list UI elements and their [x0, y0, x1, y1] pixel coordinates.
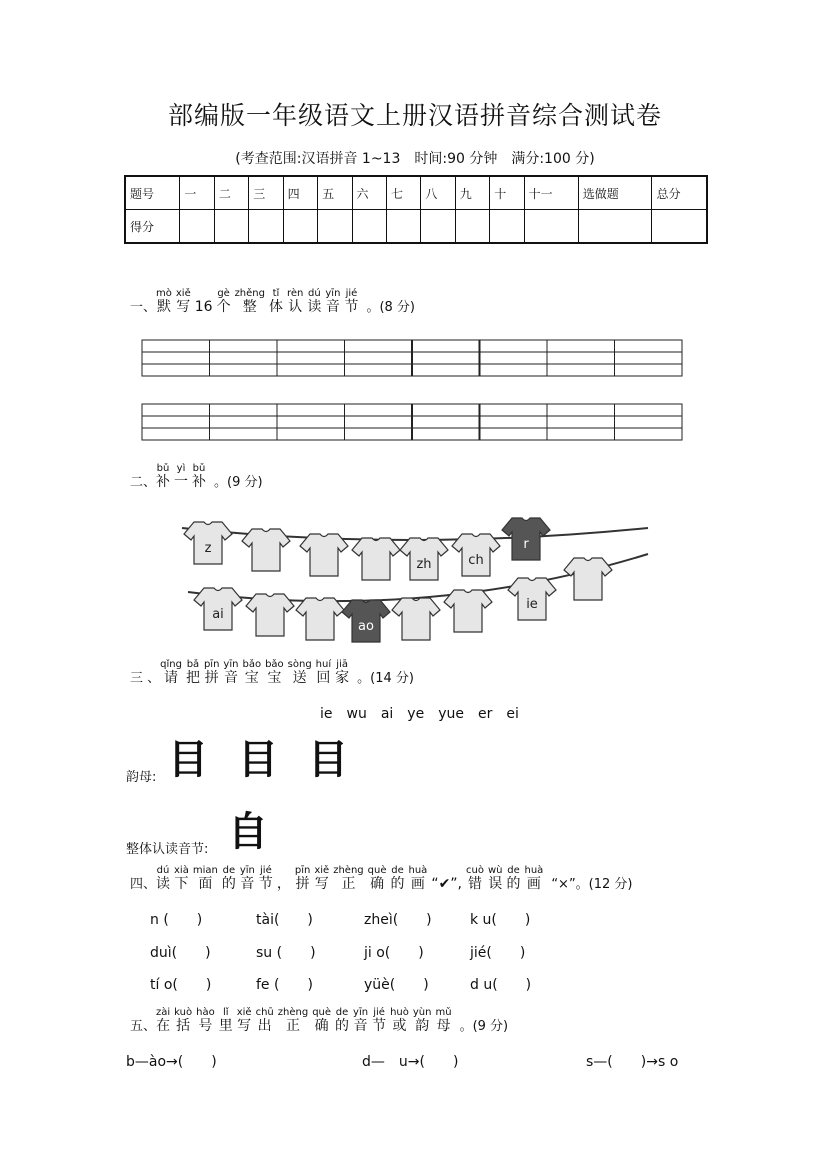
pinyin: huà [408, 865, 428, 876]
hanzi: 下 [174, 876, 189, 892]
q4-item: su ( ) [256, 945, 316, 961]
score-cell [318, 210, 352, 244]
pinyin-word [295, 865, 310, 893]
q4-points: “×”。(12 分) [551, 877, 633, 892]
pinyin-word [353, 1007, 368, 1035]
q5-item-3: s—( )→s o [586, 1054, 679, 1070]
q4-item: tài( ) [256, 912, 313, 928]
pinyin: xiě [175, 288, 191, 299]
score-cell [524, 210, 578, 244]
pinyin: de [222, 865, 236, 876]
pinyin-word [174, 463, 188, 491]
pinyin: kuò [174, 1007, 193, 1018]
q2-points: 。(9 分) [214, 475, 263, 490]
pinyin [195, 288, 213, 299]
score-header-cell: 选做题 [578, 176, 652, 210]
pinyin: tǐ [272, 288, 280, 299]
score-cell [455, 210, 489, 244]
pinyin: jié [373, 1007, 385, 1018]
pinyin-word [316, 659, 331, 687]
hanzi: 面 [198, 876, 213, 892]
pinyin-word [195, 288, 213, 316]
pinyin-word [160, 659, 182, 687]
shirt-label: ao [358, 619, 374, 634]
pinyin-word [259, 865, 273, 893]
hanzi: 错 [467, 876, 482, 892]
shirt-z [184, 522, 232, 564]
shirt-blank [242, 529, 290, 571]
writing-grid-1 [140, 338, 685, 444]
shirt-label: ai [212, 607, 224, 622]
score-cell [490, 210, 524, 244]
pinyin: mò [156, 288, 172, 299]
pinyin: yīn [239, 865, 255, 876]
score-cell [249, 210, 283, 244]
shirt-blank [246, 594, 294, 636]
pinyin-word [235, 288, 265, 316]
score-header-cell: 一 [180, 176, 214, 210]
shirt-blank [392, 598, 440, 640]
whole-syllable-label: 整体认读音节: [126, 842, 209, 857]
pinyin-word [312, 1007, 331, 1035]
q4-item: zheì( ) [364, 912, 432, 928]
pinyin-word [217, 288, 231, 316]
q3-points: 。(14 分) [357, 671, 414, 686]
pinyin-word [176, 288, 191, 316]
q4-item: k u( ) [470, 912, 531, 928]
pinyin: què [312, 1007, 332, 1018]
pinyin-word [307, 288, 321, 316]
question-4-heading [130, 865, 633, 893]
shirt-blank [352, 538, 400, 580]
hanzi: 的 [221, 876, 236, 892]
pinyin: hào [196, 1007, 215, 1018]
question-2-heading [130, 463, 263, 491]
hanzi: 读 [156, 876, 171, 892]
hanzi: 家 [335, 670, 350, 686]
page-title: 部编版一年级语文上册汉语拼音综合测试卷 [167, 101, 662, 130]
hanzi: 节 [258, 876, 273, 892]
score-header-cell: 三 [249, 176, 283, 210]
pinyin-word [335, 1007, 349, 1035]
shirt-blank [444, 590, 492, 632]
pinyin: jié [260, 865, 272, 876]
hanzi: 出 [257, 1018, 272, 1034]
pinyin: zhěng [234, 288, 265, 299]
pinyin: yùn [412, 1007, 432, 1018]
pinyin: yīn [223, 659, 239, 670]
pinyin-word [196, 1007, 215, 1035]
pinyin: pīn [203, 659, 220, 670]
score-cell [180, 210, 214, 244]
shirt-r [502, 518, 550, 560]
shirt-blank [296, 598, 344, 640]
pinyin: sòng [287, 659, 312, 670]
hanzi: “✔”, [431, 876, 462, 892]
hanzi: 写 [176, 299, 191, 315]
score-cell [386, 210, 420, 244]
hanzi: 的 [506, 876, 521, 892]
score-header-cell: 总分 [652, 176, 707, 210]
score-cell [421, 210, 455, 244]
pinyin-word [525, 865, 544, 893]
pinyin: zhèng [277, 1007, 309, 1018]
score-header-row [125, 176, 707, 210]
q4-item: duì( ) [150, 945, 211, 961]
hanzi: 正 [285, 1018, 300, 1034]
pinyin: dú [156, 865, 170, 876]
q4-item: ji o( ) [364, 945, 424, 961]
pinyin-word [368, 865, 387, 893]
pinyin: mǔ [435, 1007, 452, 1018]
score-header-cell: 九 [455, 176, 489, 210]
hanzi: 画 [410, 876, 425, 892]
pinyin-word [242, 659, 261, 687]
pinyin: de [391, 865, 404, 876]
score-header-cell: 二 [214, 176, 248, 210]
q5-item-1: b—ào→( ) [126, 1054, 217, 1070]
pinyin: lǐ [222, 1007, 229, 1018]
pinyin-word [431, 865, 462, 893]
q4-item: tí o( ) [150, 977, 212, 993]
pinyin-word [265, 659, 284, 687]
hanzi: 回 [316, 670, 331, 686]
shirt-blank [300, 534, 348, 576]
house-4: 自 [228, 808, 268, 855]
shirt-ao [342, 600, 390, 642]
pinyin-word [222, 865, 236, 893]
score-cell [283, 210, 317, 244]
hanzi: 韵 [415, 1018, 430, 1034]
pinyin-word [156, 288, 172, 316]
hanzi: 宝 [267, 670, 282, 686]
pinyin-word [156, 463, 170, 491]
hanzi: 认 [288, 299, 303, 315]
pinyin: qǐng [160, 659, 182, 670]
question-5-heading [130, 1007, 508, 1035]
pinyin: yīn [353, 1007, 369, 1018]
hanzi: 请 [164, 670, 179, 686]
pinyin: huò [390, 1007, 409, 1018]
score-table [124, 175, 708, 244]
pinyin: wù [487, 865, 503, 876]
hanzi: 个 [216, 299, 231, 315]
pinyin-word [314, 865, 329, 893]
hanzi: 节 [372, 1018, 387, 1034]
pinyin-word [204, 659, 219, 687]
syllable-list: ie wu ai ye yue er ei [320, 706, 519, 722]
score-cell [352, 210, 386, 244]
hanzi: 在 [156, 1018, 171, 1034]
hanzi: 读 [307, 299, 322, 315]
shirt-ie [508, 578, 556, 620]
q1-prefix: 一、 [130, 300, 157, 315]
hanzi: 补 [156, 474, 171, 490]
pinyin-word [344, 288, 358, 316]
pinyin: de [507, 865, 520, 876]
pinyin: bǎo [265, 659, 284, 670]
hanzi: 号 [198, 1018, 213, 1034]
finals-label: 韵母: [126, 770, 157, 785]
hanzi: 的 [390, 876, 405, 892]
hanzi: 补 [192, 474, 207, 490]
score-header-cell: 八 [421, 176, 455, 210]
pinyin-word [409, 865, 428, 893]
pinyin: huà [524, 865, 544, 876]
hanzi: 送 [292, 670, 307, 686]
pinyin-word [156, 865, 170, 893]
pinyin: huí [315, 659, 332, 670]
pinyin: pīn [294, 865, 311, 876]
pinyin-word [278, 1007, 308, 1035]
q4-prefix: 四、 [130, 877, 157, 892]
pinyin-word [488, 865, 503, 893]
q4-item: yüè( ) [364, 977, 429, 993]
pinyin: mian [192, 865, 218, 876]
pinyin: dú [308, 288, 321, 299]
hanzi: 宝 [244, 670, 259, 686]
pinyin-word [325, 288, 340, 316]
shirt-ai [194, 588, 242, 630]
hanzi: 母 [436, 1018, 451, 1034]
hanzi: 里 [218, 1018, 233, 1034]
hanzi: 音 [240, 876, 255, 892]
hanzi: 节 [344, 299, 359, 315]
pinyin: bǔ [156, 463, 170, 474]
pinyin-word [466, 865, 484, 893]
score-header-cell: 六 [352, 176, 386, 210]
score-header-cell: 五 [318, 176, 352, 210]
question-1-heading [130, 288, 415, 316]
q1-points: 。(8 分) [366, 300, 415, 315]
hanzi: 拼 [295, 876, 310, 892]
pinyin-word [156, 1007, 170, 1035]
pinyin-word [277, 865, 291, 893]
pinyin-word [240, 865, 255, 893]
pinyin-word [174, 865, 189, 893]
hanzi: 默 [156, 299, 171, 315]
pinyin: yì [176, 463, 186, 474]
pinyin-word [413, 1007, 432, 1035]
pinyin-word [237, 1007, 252, 1035]
score-header-cell: 题号 [125, 176, 180, 210]
shirt-zh [400, 538, 448, 580]
q5-item-2: d— u→( ) [362, 1054, 459, 1070]
hanzi: 音 [325, 299, 340, 315]
score-header-cell: 四 [283, 176, 317, 210]
pinyin: què [367, 865, 387, 876]
pinyin-word [186, 659, 200, 687]
exam-info: (考查范围:汉语拼音 1~13 时间:90 分钟 满分:100 分) [235, 151, 595, 167]
hanzi: 一 [174, 474, 189, 490]
pinyin: rèn [287, 288, 304, 299]
shirt-label: z [204, 541, 212, 556]
pinyin-word [269, 288, 283, 316]
pinyin-word [219, 1007, 233, 1035]
hanzi: 括 [176, 1018, 191, 1034]
pinyin: xiě [314, 865, 330, 876]
score-cell [652, 210, 707, 244]
pinyin-word [372, 1007, 386, 1035]
pinyin: jiā [336, 659, 348, 670]
house-1: 目 [168, 736, 208, 783]
pinyin-word [174, 1007, 192, 1035]
pinyin: bǔ [192, 463, 206, 474]
score-header-cell: 十 [490, 176, 524, 210]
hanzi: 确 [370, 876, 385, 892]
q4-item: d u( ) [470, 977, 532, 993]
q4-item: fe ( ) [256, 977, 313, 993]
score-label-cell: 得分 [125, 210, 180, 244]
shirt-ch [452, 534, 500, 576]
hanzi: 的 [335, 1018, 350, 1034]
pinyin: zài [156, 1007, 171, 1018]
shirt-label: zh [416, 557, 432, 572]
hanzi: ， [276, 876, 291, 892]
pinyin-word [390, 1007, 409, 1035]
pinyin: de [335, 1007, 349, 1018]
score-cell [578, 210, 652, 244]
house-3: 目 [308, 736, 348, 783]
q4-item: n ( ) [150, 912, 203, 928]
pinyin-word [435, 1007, 451, 1035]
hanzi: 音 [223, 670, 238, 686]
pinyin: zhèng [333, 865, 364, 876]
pinyin-word [192, 463, 206, 491]
clothesline-illustration [178, 500, 654, 648]
pinyin-word [223, 659, 238, 687]
pinyin-word [391, 865, 405, 893]
hanzi: 音 [353, 1018, 368, 1034]
question-3-heading [130, 659, 414, 687]
q4-item: jié( ) [470, 945, 526, 961]
hanzi: 体 [269, 299, 283, 315]
score-value-row [125, 210, 707, 244]
pinyin-word [256, 1007, 274, 1035]
pinyin: bǎo [242, 659, 262, 670]
pinyin: xiě [236, 1007, 252, 1018]
pinyin-word [507, 865, 521, 893]
house-2: 目 [238, 736, 278, 783]
hanzi: 写 [237, 1018, 252, 1034]
pinyin: yīn [325, 288, 341, 299]
hanzi: 整 [242, 299, 257, 315]
pinyin: gè [217, 288, 230, 299]
hanzi: 16 [194, 299, 213, 315]
shirt-blank [564, 558, 612, 600]
pinyin: cuò [466, 865, 484, 876]
q3-prefix: 三 、 [130, 671, 161, 686]
q5-prefix: 五、 [130, 1019, 157, 1034]
shirt-label: r [523, 537, 529, 552]
hanzi: 正 [341, 876, 356, 892]
hanzi: 或 [392, 1018, 407, 1034]
score-header-cell: 七 [386, 176, 420, 210]
shirt-label: ch [468, 553, 484, 568]
pinyin-word [335, 659, 349, 687]
q2-prefix: 二、 [130, 475, 157, 490]
score-cell [214, 210, 248, 244]
hanzi: 把 [185, 670, 200, 686]
pinyin: chū [255, 1007, 274, 1018]
hanzi: 写 [314, 876, 329, 892]
hanzi: 拼 [204, 670, 219, 686]
hanzi: 误 [488, 876, 503, 892]
pinyin-word [193, 865, 218, 893]
pinyin-word [288, 659, 312, 687]
shirt-label: ie [526, 597, 538, 612]
pinyin-word [333, 865, 363, 893]
pinyin-word [287, 288, 303, 316]
hanzi: 确 [314, 1018, 329, 1034]
score-header-cell: 十一 [524, 176, 578, 210]
pinyin: xià [174, 865, 189, 876]
hanzi: 画 [526, 876, 541, 892]
pinyin [277, 865, 291, 876]
pinyin: jié [345, 288, 358, 299]
q5-points: 。(9 分) [459, 1019, 509, 1034]
pinyin: bǎ [186, 659, 200, 670]
pinyin [431, 865, 462, 876]
